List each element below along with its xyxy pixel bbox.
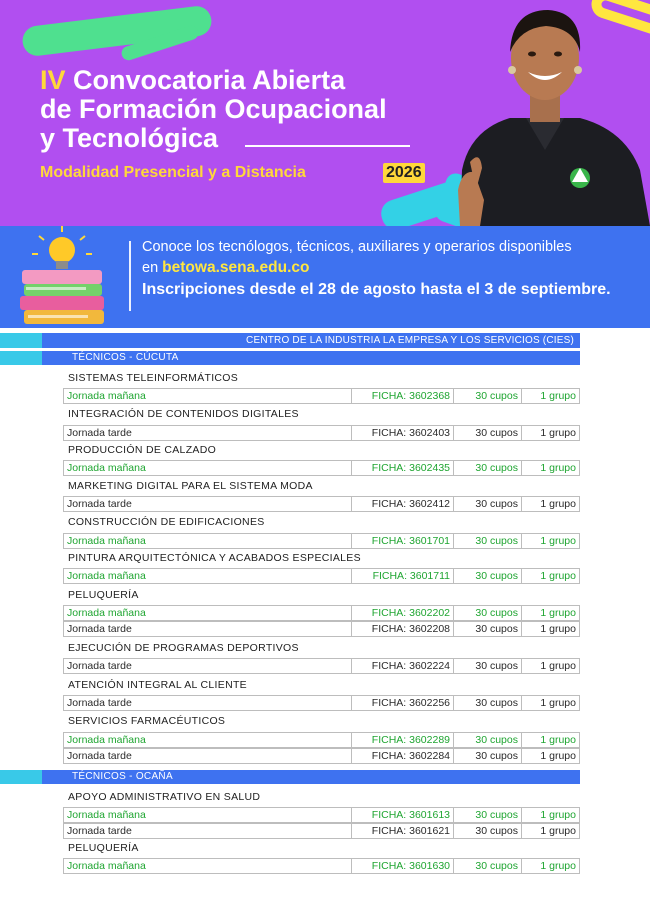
table-row: [63, 823, 580, 839]
cupos-cell: 30 cupos: [453, 622, 521, 636]
table-row: [63, 425, 580, 441]
table-row: [63, 568, 580, 584]
table-row: [63, 658, 580, 674]
cupos-cell: 30 cupos: [453, 497, 521, 511]
jornada-cell: Jornada mañana: [67, 390, 146, 402]
jornada-cell: Jornada tarde: [67, 623, 132, 635]
program-title: MARKETING DIGITAL PARA EL SISTEMA MODA: [68, 480, 313, 492]
table-row: [63, 807, 580, 823]
program-title: CONSTRUCCIÓN DE EDIFICACIONES: [68, 516, 265, 528]
banner-divider: [129, 241, 131, 311]
cupos-cell: 30 cupos: [453, 696, 521, 710]
grupo-cell: 1 grupo: [521, 497, 579, 511]
grupo-cell: 1 grupo: [521, 859, 579, 873]
program-title: INTEGRACIÓN DE CONTENIDOS DIGITALES: [68, 408, 299, 420]
ficha-cell: FICHA: 3602289: [351, 733, 453, 747]
grupo-cell: 1 grupo: [521, 606, 579, 620]
program-title: ATENCIÓN INTEGRAL AL CLIENTE: [68, 679, 247, 691]
ficha-cell: FICHA: 3601630: [351, 859, 453, 873]
ficha-cell: FICHA: 3602202: [351, 606, 453, 620]
jornada-cell: Jornada tarde: [67, 750, 132, 762]
jornada-cell: Jornada mañana: [67, 860, 146, 872]
ficha-cell: FICHA: 3601701: [351, 534, 453, 548]
grupo-cell: 1 grupo: [521, 733, 579, 747]
grupo-cell: 1 grupo: [521, 824, 579, 838]
section-name: TÉCNICOS - CÚCUTA: [42, 351, 580, 365]
program-title: PRODUCCIÓN DE CALZADO: [68, 444, 217, 456]
hero-header: [0, 0, 650, 226]
ficha-cell: FICHA: 3601711: [351, 569, 453, 583]
table-row: [63, 496, 580, 512]
student-photo: [440, 0, 650, 226]
lightbulb-icon: [32, 226, 92, 269]
program-title: PELUQUERÍA: [68, 842, 139, 854]
program-title: SISTEMAS TELEINFORMÁTICOS: [68, 372, 239, 384]
ficha-cell: FICHA: 3601621: [351, 824, 453, 838]
cupos-cell: 30 cupos: [453, 808, 521, 822]
page-title: [40, 66, 460, 153]
jornada-cell: Jornada mañana: [67, 809, 146, 821]
ficha-cell: FICHA: 3601613: [351, 808, 453, 822]
grupo-cell: 1 grupo: [521, 389, 579, 403]
cupos-cell: 30 cupos: [453, 606, 521, 620]
ficha-cell: FICHA: 3602208: [351, 622, 453, 636]
ficha-cell: FICHA: 3602368: [351, 389, 453, 403]
banner-line2-prefix: en: [142, 260, 159, 276]
table-row: [63, 858, 580, 874]
jornada-cell: Jornada tarde: [67, 427, 132, 439]
title-roman: IV: [40, 65, 66, 95]
title-line1: Convocatoria Abierta: [73, 65, 346, 95]
jornada-cell: Jornada mañana: [67, 462, 146, 474]
grupo-cell: 1 grupo: [521, 426, 579, 440]
ficha-cell: FICHA: 3602284: [351, 749, 453, 763]
program-title: PINTURA ARQUITECTÓNICA Y ACABADOS ESPECIALES: [68, 552, 361, 564]
grupo-cell: 1 grupo: [521, 749, 579, 763]
program-title: SERVICIOS FARMACÉUTICOS: [68, 715, 226, 727]
section-heading: [0, 770, 580, 784]
grupo-cell: 1 grupo: [521, 569, 579, 583]
table-row: [63, 388, 580, 404]
grupo-cell: 1 grupo: [521, 461, 579, 475]
cupos-cell: 30 cupos: [453, 859, 521, 873]
title-underline: [245, 145, 410, 147]
cupos-cell: 30 cupos: [453, 426, 521, 440]
cupos-cell: 30 cupos: [453, 461, 521, 475]
grupo-cell: 1 grupo: [521, 622, 579, 636]
jornada-cell: Jornada tarde: [67, 498, 132, 510]
section-name: TÉCNICOS - OCAÑA: [42, 770, 580, 784]
jornada-cell: Jornada tarde: [67, 825, 132, 837]
table-row: [63, 695, 580, 711]
jornada-cell: Jornada mañana: [67, 535, 146, 547]
cupos-cell: 30 cupos: [453, 389, 521, 403]
ficha-cell: FICHA: 3602412: [351, 497, 453, 511]
ficha-cell: FICHA: 3602403: [351, 426, 453, 440]
table-row: [63, 460, 580, 476]
center-name: CENTRO DE LA INDUSTRIA LA EMPRESA Y LOS SERVICIOS (CIES): [42, 333, 580, 348]
program-title: EJECUCIÓN DE PROGRAMAS DEPORTIVOS: [68, 642, 299, 654]
cupos-cell: 30 cupos: [453, 749, 521, 763]
title-line3: y Tecnológica: [40, 123, 219, 153]
title-line2: de Formación Ocupacional: [40, 94, 387, 124]
banner-line2: [142, 259, 309, 277]
jornada-cell: Jornada mañana: [67, 570, 146, 582]
heading-accent: [0, 333, 42, 348]
heading-accent: [0, 770, 42, 784]
modalidad-subtitle: Modalidad Presencial y a Distancia: [40, 164, 306, 181]
website-link[interactable]: betowa.sena.edu.co: [162, 259, 310, 276]
grupo-cell: 1 grupo: [521, 534, 579, 548]
cupos-cell: 30 cupos: [453, 659, 521, 673]
cupos-cell: 30 cupos: [453, 534, 521, 548]
cupos-cell: 30 cupos: [453, 824, 521, 838]
program-title: APOYO ADMINISTRATIVO EN SALUD: [68, 791, 261, 803]
year-badge: 2026: [383, 163, 425, 183]
ficha-cell: FICHA: 3602435: [351, 461, 453, 475]
jornada-cell: Jornada mañana: [67, 607, 146, 619]
grupo-cell: 1 grupo: [521, 659, 579, 673]
banner-line1: Conoce los tecnólogos, técnicos, auxiliares y operarios disponibles: [142, 239, 572, 255]
grupo-cell: 1 grupo: [521, 696, 579, 710]
ficha-cell: FICHA: 3602256: [351, 696, 453, 710]
table-row: [63, 533, 580, 549]
heading-accent: [0, 351, 42, 365]
table-row: [63, 621, 580, 637]
table-row: [63, 732, 580, 748]
program-title: PELUQUERÍA: [68, 589, 139, 601]
jornada-cell: Jornada tarde: [67, 697, 132, 709]
center-heading: [0, 333, 580, 348]
section-heading: [0, 351, 580, 365]
ficha-cell: FICHA: 3602224: [351, 659, 453, 673]
grupo-cell: 1 grupo: [521, 808, 579, 822]
table-row: [63, 748, 580, 764]
info-banner: [0, 226, 650, 328]
registration-dates: Inscripciones desde el 28 de agosto hasta el 3 de septiembre.: [142, 281, 611, 298]
jornada-cell: Jornada mañana: [67, 734, 146, 746]
books-icon: [14, 226, 124, 328]
cupos-cell: 30 cupos: [453, 733, 521, 747]
jornada-cell: Jornada tarde: [67, 660, 132, 672]
sena-logo-icon: [570, 168, 590, 188]
table-row: [63, 605, 580, 621]
cupos-cell: 30 cupos: [453, 569, 521, 583]
